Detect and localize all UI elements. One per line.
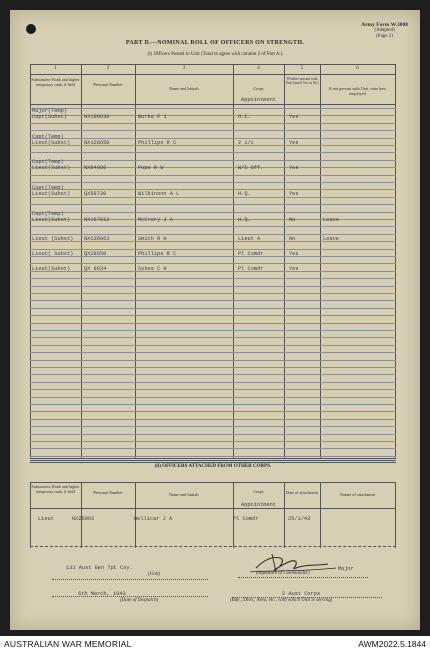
col-number-3: 3 bbox=[182, 66, 186, 71]
form-adapted: (Adapted) bbox=[374, 28, 395, 33]
header-corps-overtyped: Appointment bbox=[241, 97, 276, 103]
table-row bbox=[30, 249, 396, 263]
ruled-line bbox=[30, 315, 396, 316]
s2-header-nature: Nature of attachment bbox=[339, 492, 376, 497]
cell-corps: Pl Comdr bbox=[238, 266, 264, 272]
cell-number: QX58730 bbox=[84, 191, 107, 197]
s2-header-corps: Corps bbox=[253, 489, 264, 494]
cell-corps: O.C. bbox=[238, 114, 251, 120]
cell-number: QX 8634 bbox=[84, 266, 107, 272]
cell-rank: Major(Temp) Capt(Subst) bbox=[32, 108, 67, 120]
cell-rank: Lieut bbox=[38, 516, 54, 522]
page-title: PART D.—NOMINAL ROLL OF OFFICERS ON STRENGTH. bbox=[125, 40, 305, 46]
form-reference bbox=[361, 22, 408, 40]
ruled-line bbox=[30, 397, 396, 398]
ruled-line bbox=[30, 419, 396, 420]
unit-label: (Unit) bbox=[148, 572, 161, 577]
cell-corps: 2 i/c bbox=[238, 140, 254, 146]
ruled-line bbox=[30, 360, 396, 361]
ruled-line bbox=[30, 441, 396, 442]
despatch-date-label: (Date of Despatch) bbox=[120, 598, 159, 603]
cell-present: Yes bbox=[289, 266, 299, 272]
table-row bbox=[30, 185, 396, 199]
ruled-line bbox=[30, 293, 396, 294]
cell-corps: Lieut A bbox=[238, 236, 261, 242]
archive-reference: AWM2022.5.1844 bbox=[358, 639, 426, 649]
cell-name: Wilkinson A L bbox=[138, 191, 180, 197]
header-corps: Corps bbox=[253, 86, 264, 91]
ruled-line bbox=[30, 337, 396, 338]
ruled-line bbox=[30, 278, 396, 279]
ruled-line bbox=[30, 404, 396, 405]
ruled-line bbox=[30, 352, 396, 353]
archive-name: AUSTRALIAN WAR MEMORIAL bbox=[4, 639, 132, 649]
cell-corps: W/S Off. bbox=[238, 165, 264, 171]
cell-rank: Lieut (Subst) bbox=[32, 236, 74, 242]
cell-number: NX25991 bbox=[72, 516, 95, 522]
cell-number: NX100630 bbox=[84, 114, 110, 120]
cell-name: Pope R W bbox=[138, 165, 164, 171]
cell-present: No bbox=[289, 236, 296, 242]
cell-number: NX128650 bbox=[84, 140, 110, 146]
ruled-line bbox=[30, 130, 396, 131]
header-present: Whether present with Unit (insert Yes or No) bbox=[285, 77, 319, 86]
cell-corps: Pl Comdr bbox=[233, 516, 259, 522]
ruled-line bbox=[30, 300, 396, 301]
ruled-line bbox=[30, 389, 396, 390]
cell-present: No bbox=[289, 217, 296, 223]
ruled-line bbox=[30, 286, 396, 287]
cell-number: QX28650 bbox=[84, 251, 107, 257]
cell-rank: Capt(Temp) Lieut(Subst) bbox=[32, 211, 71, 223]
s2-header-corps-overtyped: Appointment bbox=[241, 502, 276, 508]
ruled-line bbox=[30, 345, 396, 346]
ruled-line bbox=[30, 456, 396, 457]
col-number-4: 4 bbox=[257, 66, 260, 71]
cell-name: Sykes C H bbox=[138, 266, 167, 272]
attached-officers-table bbox=[30, 460, 396, 548]
ruled-line bbox=[30, 426, 396, 427]
cell-corps: Pl Comdr bbox=[238, 251, 264, 257]
page-subtitle: (i) Officers Posted to Unit (Total to agree with column 2 of Part A.) bbox=[147, 52, 283, 57]
punch-hole bbox=[26, 24, 36, 34]
form-number: Army Form W.3008 bbox=[361, 22, 408, 28]
header-name: Name and Initials bbox=[169, 86, 199, 91]
bde-value: 2 Aust Corps bbox=[282, 591, 321, 597]
table-row bbox=[30, 134, 396, 148]
ruled-line bbox=[30, 448, 396, 449]
col-number-2: 2 bbox=[106, 66, 110, 71]
cell-present: Yes bbox=[289, 191, 299, 197]
ruled-line bbox=[30, 323, 396, 324]
signature-label: (Signature of Commander) bbox=[256, 571, 310, 576]
header-personal-number: Personal Number bbox=[93, 82, 123, 87]
bde-label: (Bde., Divn., Area, etc., with which Unit is serving) bbox=[230, 598, 333, 603]
ruled-line bbox=[30, 411, 396, 412]
s2-header-rank: Substantive Rank and higher temporary rank, if held bbox=[31, 484, 80, 494]
ruled-line bbox=[30, 308, 396, 309]
cell-rank: Lieut(Subst) bbox=[32, 266, 71, 272]
ruled-line bbox=[30, 226, 396, 227]
cell-rank: Capt(Temp) Lieut(Subst) bbox=[32, 159, 71, 171]
cell-present: Yes bbox=[289, 165, 299, 171]
cell-name: Phillips R C bbox=[138, 251, 177, 257]
ruled-line bbox=[30, 434, 396, 435]
cell-rank: Capt(Temp) Lieut(Subst) bbox=[32, 185, 71, 197]
cell-name: Hellicar J A bbox=[134, 516, 173, 522]
cell-reason: Leave bbox=[323, 217, 339, 223]
col-number-5: 5 bbox=[300, 66, 304, 71]
s2-header-date: Date of attachment bbox=[286, 490, 318, 495]
cell-name: Burke F J bbox=[138, 114, 167, 120]
archive-caption-bar bbox=[0, 636, 430, 653]
col-number-1: 1 bbox=[54, 66, 57, 71]
ruled-line bbox=[30, 374, 396, 375]
s2-header-name: Name and Initials bbox=[169, 492, 199, 497]
table-row bbox=[30, 264, 396, 278]
cell-number: NX167912 bbox=[84, 217, 110, 223]
ruled-line bbox=[30, 382, 396, 383]
cell-name: McCrery J A bbox=[138, 217, 173, 223]
ruled-line bbox=[30, 330, 396, 331]
table-row bbox=[30, 211, 396, 225]
table-row bbox=[30, 234, 396, 248]
ruled-line bbox=[30, 175, 396, 176]
s2-header-number: Personal Number bbox=[93, 490, 123, 495]
cell-name: Smith R H bbox=[138, 236, 167, 242]
cell-corps: H.Q. bbox=[238, 191, 251, 197]
cell-number: NX136063 bbox=[84, 236, 110, 242]
cell-present: Yes bbox=[289, 251, 299, 257]
cell-rank: Capt(Temp) Lieut(Subst) bbox=[32, 134, 71, 146]
cell-rank: Lieut( Subst) bbox=[32, 251, 74, 257]
cell-date: 25/1/43 bbox=[288, 516, 311, 522]
unit-value: 131 Aust Gen Tpt Coy. bbox=[66, 565, 133, 571]
ruled-line bbox=[30, 204, 396, 205]
cell-reason: Leave bbox=[323, 236, 339, 242]
table-row bbox=[30, 159, 396, 173]
cell-name: Phillips R C bbox=[138, 140, 177, 146]
section2-title: (ii) OFFICERS ATTACHED FROM OTHER CORPS. bbox=[154, 464, 272, 469]
ruled-line bbox=[30, 367, 396, 368]
cell-present: Yes bbox=[289, 114, 299, 120]
cell-number: NX84080 bbox=[84, 165, 107, 171]
signature-rank: Major bbox=[338, 566, 354, 572]
ruled-line bbox=[30, 182, 396, 183]
form-page-number: (Page 2) bbox=[376, 34, 393, 39]
despatch-date-value: 6th March, 1943 bbox=[78, 591, 126, 597]
officers-table bbox=[30, 64, 396, 459]
ruled-line bbox=[30, 152, 396, 153]
cell-corps: H.Q. bbox=[238, 217, 251, 223]
table-row bbox=[30, 514, 396, 528]
cell-present: Yes bbox=[289, 140, 299, 146]
header-absent-reason: If not present with Unit, state how employed bbox=[328, 86, 387, 96]
header-rank: Substantive Rank and higher temporary rank, if held bbox=[31, 77, 80, 87]
table-row bbox=[30, 108, 396, 122]
col-number-6: 6 bbox=[356, 66, 359, 71]
ruled-line bbox=[30, 123, 396, 124]
